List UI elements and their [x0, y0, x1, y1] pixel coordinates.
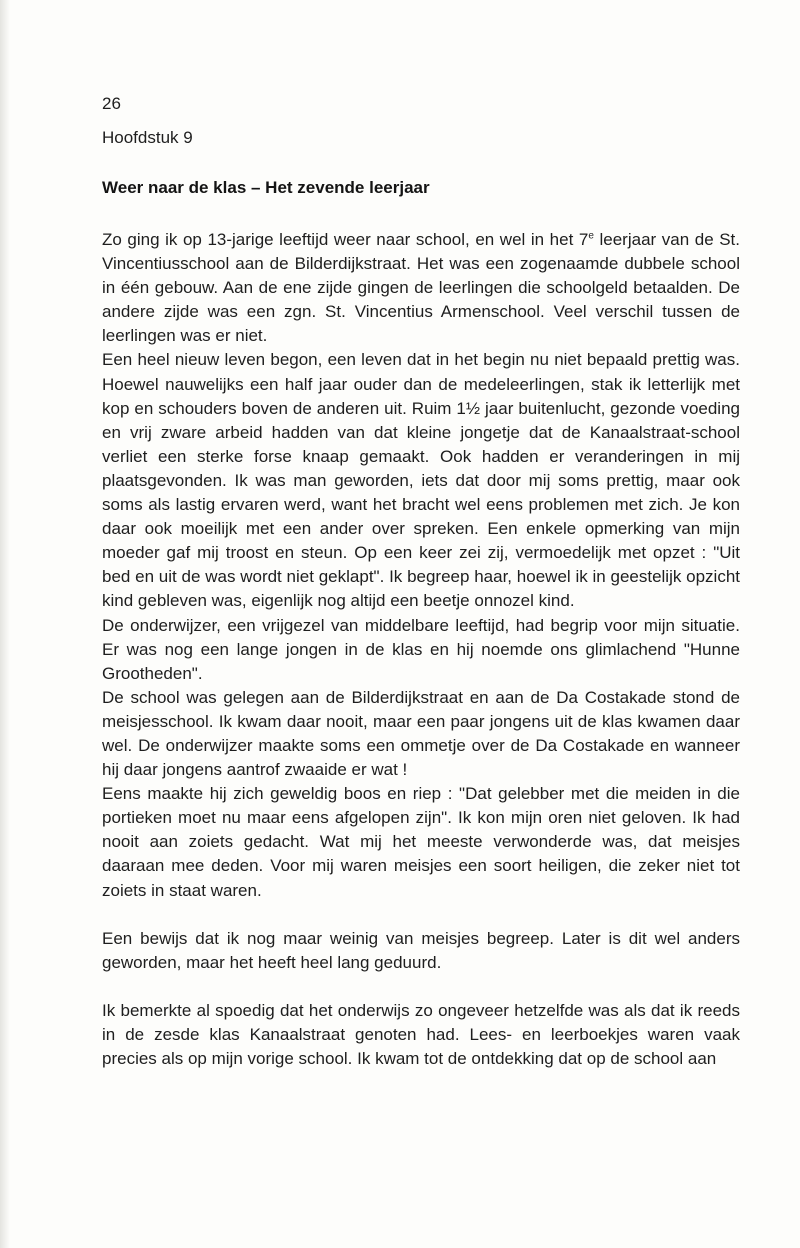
paragraph-gap: [102, 903, 740, 927]
paragraph-6: Een bewijs dat ik nog maar weinig van meisjes begreep. Later is dit wel anders geworden, maar het heeft heel lang geduurd.: [102, 928, 740, 972]
body-text-block-2: [102, 927, 740, 975]
paragraph-3: De onderwijzer, een vrijgezel van middelbare leeftijd, had begrip voor mijn situatie. Er was nog een lange jongen in de klas en hij noemde ons glimlachend "Hunne Grootheden".: [102, 615, 740, 683]
body-text-block-3: [102, 999, 740, 1071]
book-page: [102, 92, 740, 1071]
paragraph-5: Eens maakte hij zich geweldig boos en riep : "Dat gelebber met die meiden in die portieken moet nu maar eens afgelopen zijn". Ik kon mijn oren niet geloven. Ik had nooit aan zoiets gedacht. Wat mij het meeste verwonderde was, dat meisjes daaraan mee deden. Voor mij waren meisjes een soort heiligen, die zeker niet tot zoiets in staat waren.: [102, 784, 740, 900]
paragraph-gap: [102, 975, 740, 999]
page-number: 26: [102, 94, 121, 113]
paragraph-1: Zo ging ik op 13-jarige leeftijd weer naar school, en wel in het 7e leerjaar van de St. Vincentiusschool aan de Bilderdijkstraat. Het was een zogenaamde dubbele school in één gebouw. Aan de ene zijde gingen de leerlingen die schoolgeld betaalden. De andere zijde was een zgn. St. Vincentius Armenschool. Veel verschil tussen de leerlingen was er niet.: [102, 230, 741, 346]
page-edge-shadow: [0, 0, 10, 1248]
paragraph-2: Een heel nieuw leven begon, een leven dat in het begin nu niet bepaald prettig was. Hoewel nauwelijks een half jaar ouder dan de medeleerlingen, stak ik letterlijk met kop en schouders boven de anderen uit. Ruim 1½ jaar buitenlucht, gezonde voeding en vrij zware arbeid hadden van dat kleine jongetje dat de Kanaalstraat-school verliet een sterke forse knaap gemaakt. Ook hadden er veranderingen in mij plaatsgevonden. Ik was man geworden, iets dat door mij soms prettig, maar ook soms als lastig ervaren werd, want het bracht wel eens problemen met zich. Je kon daar ook moeilijk met een ander over spreken. Een enkele opmerking van mijn moeder gaf mij troost en steun. Op een keer zei zij, vermoedelijk met opzet : "Uit bed en uit de was wordt niet geklapt". Ik begreep haar, hoewel ik in geestelijk opzicht kind gebleven was, eigenlijk nog altijd een beetje onnozel kind.: [102, 350, 740, 611]
section-title: Weer naar de klas – Het zevende leerjaar: [102, 178, 430, 197]
chapter-heading: Hoofdstuk 9: [102, 128, 193, 147]
paragraph-4: De school was gelegen aan de Bilderdijkstraat en aan de Da Costakade stond de meisjesschool. Ik kwam daar nooit, maar een paar jongens uit de klas kwamen daar wel. De onderwijzer maakte soms een ommetje over de Da Costakade en wanneer hij daar jongens aantrof zwaaide er wat !: [102, 687, 740, 780]
paragraph-7: Ik bemerkte al spoedig dat het onderwijs zo ongeveer hetzelfde was als dat ik reeds in de zesde klas Kanaalstraat genoten had. Lees- en leerboekjes waren vaak precies als op mijn vorige school. Ik kwam tot de ontdekking dat op de school aan: [102, 1000, 740, 1068]
body-text-block-1: [102, 228, 740, 903]
